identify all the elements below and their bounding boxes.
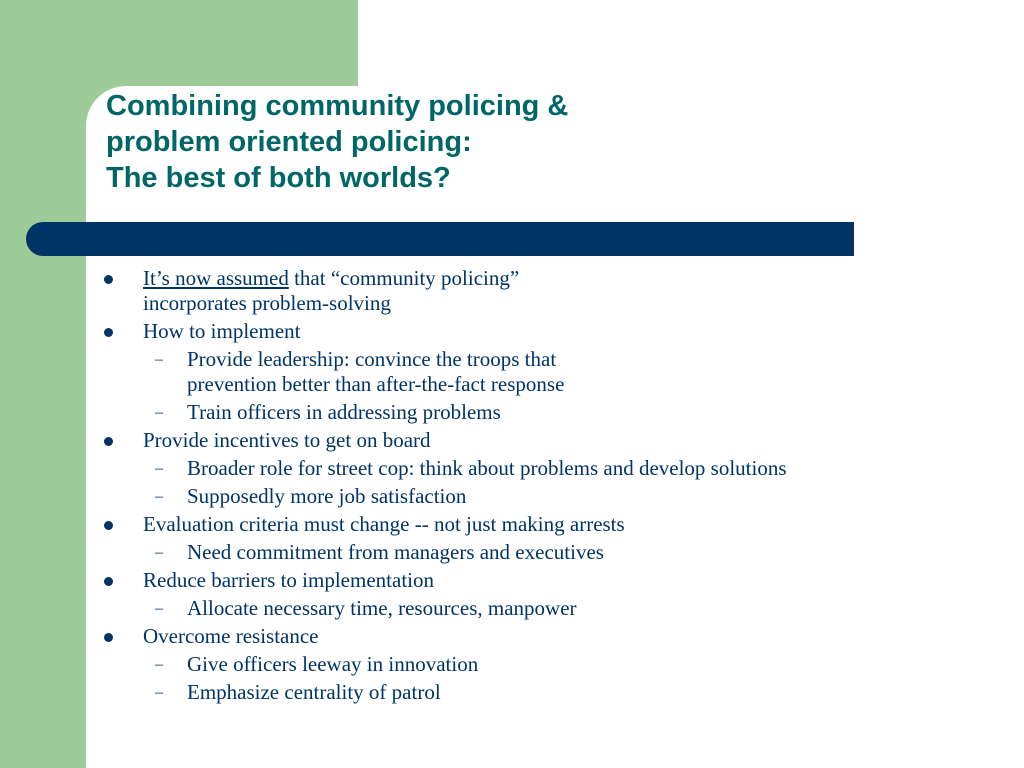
dash-icon: – <box>155 351 163 368</box>
title-divider-bar <box>26 222 854 256</box>
underlined-phrase: It’s now assumed <box>143 266 289 290</box>
sub-bullet-text: Broader role for street cop: think about problems and develop solutions <box>187 456 787 480</box>
sub-bullet-item <box>100 484 1000 509</box>
dash-icon: – <box>155 460 163 477</box>
dash-icon: – <box>155 600 163 617</box>
sub-bullet-item <box>100 540 1000 565</box>
bullet-item <box>100 319 1000 344</box>
bullet-item <box>100 568 1000 593</box>
bullet-item <box>100 428 1000 453</box>
bullet-item <box>100 266 1000 316</box>
bullet-text-continued: incorporates problem-solving <box>143 291 391 315</box>
slide-title <box>106 88 568 196</box>
bullet-dot-icon <box>104 328 113 337</box>
sub-bullet-text: Give officers leeway in innovation <box>187 652 479 676</box>
green-sidebar-band <box>0 0 86 768</box>
bullet-dot-icon <box>104 633 113 642</box>
sub-bullet-item <box>100 456 1000 481</box>
dash-icon: – <box>155 488 163 505</box>
bullet-dot-icon <box>104 275 113 284</box>
sub-bullet-item <box>100 347 1000 397</box>
sub-bullet-item <box>100 596 1000 621</box>
bullet-item <box>100 624 1000 649</box>
sub-bullet-item <box>100 680 1000 705</box>
sub-bullet-text-continued: prevention better than after-the-fact response <box>187 372 565 396</box>
dash-icon: – <box>155 544 163 561</box>
bullet-dot-icon <box>104 437 113 446</box>
bullet-list <box>100 266 1000 708</box>
bullet-text: Evaluation criteria must change -- not just making arrests <box>143 512 625 536</box>
bullet-dot-icon <box>104 577 113 586</box>
bullet-dot-icon <box>104 521 113 530</box>
bullet-item <box>100 512 1000 537</box>
sub-bullet-item <box>100 400 1000 425</box>
sub-bullet-text: Need commitment from managers and executives <box>187 540 604 564</box>
sub-bullet-text: Supposedly more job satisfaction <box>187 484 467 508</box>
bullet-text: Provide incentives to get on board <box>143 428 431 452</box>
green-top-band <box>86 0 358 86</box>
sub-bullet-text: Emphasize centrality of patrol <box>187 680 441 704</box>
title-line-3: The best of both worlds? <box>106 162 451 194</box>
bullet-text: Reduce barriers to implementation <box>143 568 434 592</box>
sub-bullet-text: Allocate necessary time, resources, manpower <box>187 596 577 620</box>
bullet-text: that “community policing” <box>288 266 520 290</box>
bullet-text: How to implement <box>143 319 301 343</box>
title-line-1: Combining community policing & <box>106 90 569 122</box>
dash-icon: – <box>155 404 163 421</box>
sub-bullet-text: Train officers in addressing problems <box>187 400 501 424</box>
title-line-2: problem oriented policing: <box>106 126 472 158</box>
dash-icon: – <box>155 656 163 673</box>
sub-bullet-text: Provide leadership: convince the troops that <box>187 347 557 371</box>
dash-icon: – <box>155 684 163 701</box>
bullet-text: Overcome resistance <box>143 624 319 648</box>
sub-bullet-item <box>100 652 1000 677</box>
